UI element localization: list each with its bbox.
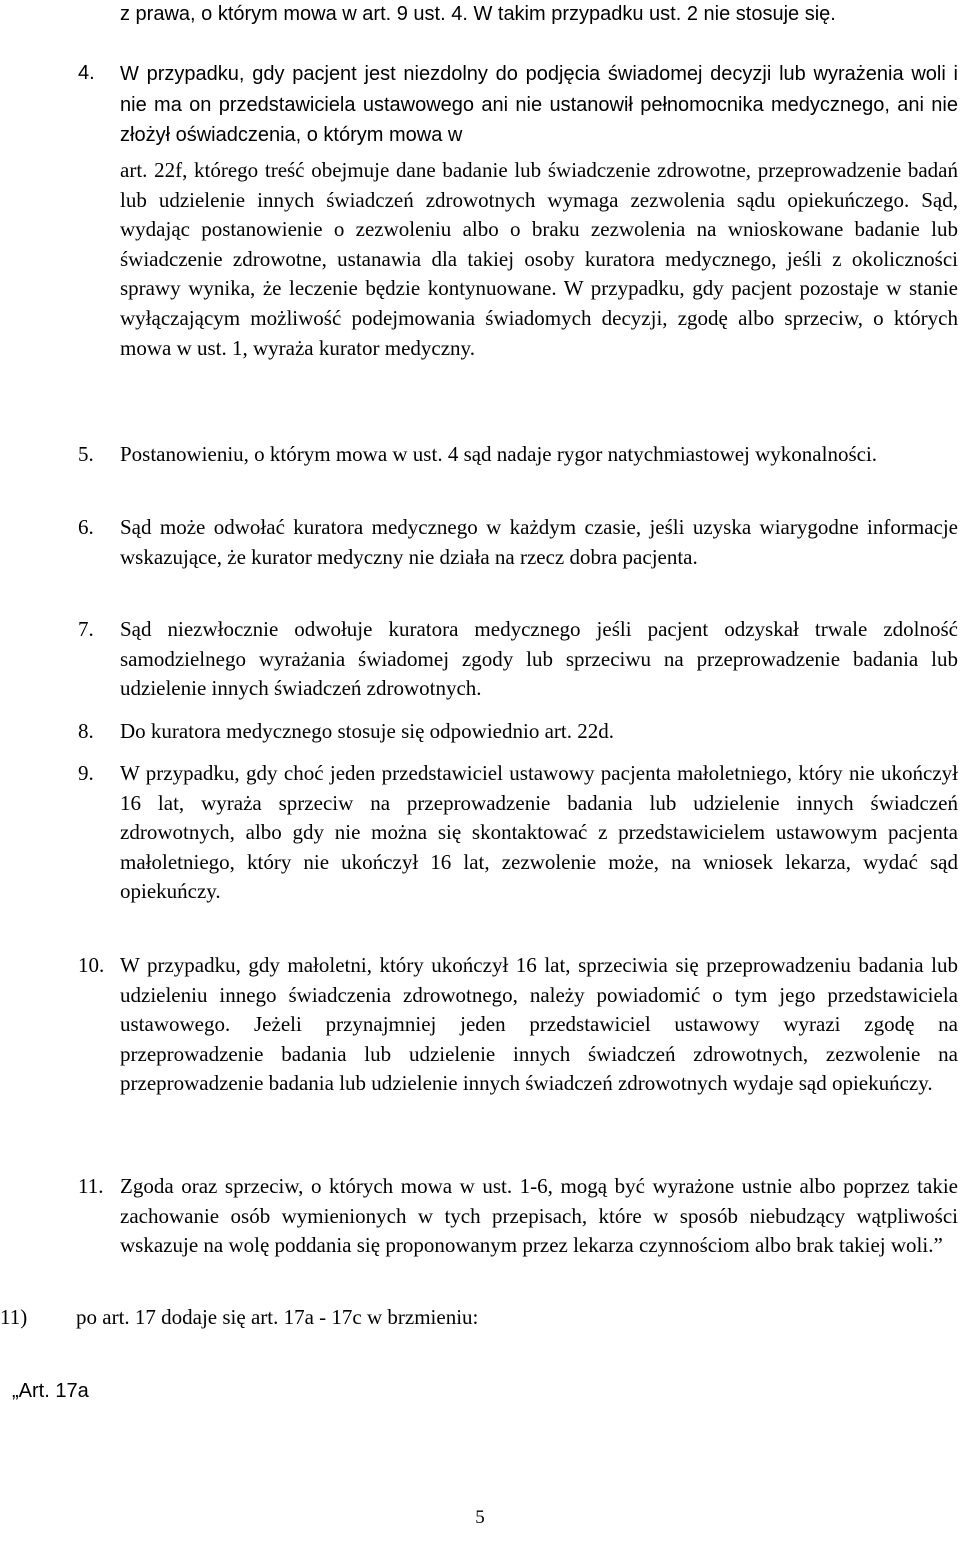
item-number: 11.	[78, 1174, 104, 1198]
item-text: W przypadku, gdy małoletni, który ukończył 16 lat, sprzeciwia się przeprowadzeniu badania lub udzieleniu innego świadczenia zdrowotnego, należy powiadomić o tym jego przedstawiciela ustawowego. Jeżeli przynajmniej jeden przedstawiciel ustawowy wyrazi zgodę na przeprowadzenie badania lub udzielenie innych świadczeń zdrowotnych, zezwolenie na przeprowadzenie badania lub udzielenie innych świadczeń zdrowotnych wydaje sąd opiekuńczy.	[120, 953, 958, 1096]
item-number: 9.	[78, 761, 94, 785]
item-number: 10.	[78, 953, 105, 977]
article-heading: „Art. 17a	[12, 1380, 89, 1402]
item-number: 4.	[78, 62, 95, 84]
point-number: 11)	[0, 1305, 28, 1329]
page-number: 5	[475, 1507, 485, 1528]
item-number: 7.	[78, 617, 94, 641]
item-text: Do kuratora medycznego stosuje się odpowiednio art. 22d.	[120, 719, 614, 743]
point-text: po art. 17 dodaje się art. 17a - 17c w brzmieniu:	[76, 1305, 479, 1329]
item-text: W przypadku, gdy choć jeden przedstawiciel ustawowy pacjenta małoletniego, który nie ukończył 16 lat, wyraża sprzeciw na przeprowadzenie badania lub udzielenie innych świadczeń zdrowotnych, albo gdy nie można się skontaktować z przedstawicielem ustawowym pacjenta małoletniego, który nie ukończył 16 lat, zezwolenie może, na wniosek lekarza, wydać sąd opiekuńczy.	[120, 761, 958, 904]
continuation-paragraph: z prawa, o którym mowa w art. 9 ust. 4. W takim przypadku ust. 2 nie stosuje się.	[120, 3, 836, 25]
item-text: Postanowieniu, o którym mowa w ust. 4 sąd nadaje rygor natychmiastowej wykonalności.	[120, 442, 878, 466]
item-text-sans-part: W przypadku, gdy pacjent jest niezdolny do podjęcia świadomej decyzji lub wyrażenia woli i nie ma on przedstawiciela ustawowego ani nie ustanowił pełnomocnika medycznego, ani nie złożył oświadczenia, o którym mowa w	[120, 63, 958, 147]
item-text	[120, 59, 958, 151]
item-text-continuation: art. 22f, którego treść obejmuje dane badanie lub świadczenie zdrowotne, przeprowadzenie badań lub udzielenie innych świadczeń zdrowotnych wymaga zezwolenia sądu opiekuńczego. Sąd, wydając postanowienie o zezwoleniu albo o braku zezwolenia na wnioskowane badanie lub świadczenie zdrowotne, ustanawia dla takiej osoby kuratora medycznego, jeśli z okoliczności sprawy wynika, że leczenie będzie kontynuowane. W przypadku, gdy pacjent pozostaje w stanie wyłączającym możliwość podejmowania świadomych decyzji, zgodę albo sprzeciw, o których mowa w ust. 1, wyraża kurator medyczny.	[120, 158, 958, 360]
item-number: 8.	[78, 719, 94, 743]
item-text: Sąd może odwołać kuratora medycznego w każdym czasie, jeśli uzyska wiarygodne informacje wskazujące, że kurator medyczny nie działa na rzecz dobra pacjenta.	[120, 515, 958, 569]
item-text: Sąd niezwłocznie odwołuje kuratora medycznego jeśli pacjent odzyskał trwale zdolność samodzielnego wyrażania świadomej zgody lub sprzeciwu na przeprowadzenie badania lub udzielenie innych świadczeń zdrowotnych.	[120, 617, 958, 701]
item-number: 5.	[78, 442, 94, 466]
item-number: 6.	[78, 515, 94, 539]
item-text: Zgoda oraz sprzeciw, o których mowa w ust. 1-6, mogą być wyrażone ustnie albo poprzez takie zachowanie osób wymienionych w tych przepisach, które w sposób niebudzący wątpliwości wskazuje na wolę poddania się proponowanym przez lekarza czynnościom albo brak takiej woli.”	[120, 1174, 958, 1258]
